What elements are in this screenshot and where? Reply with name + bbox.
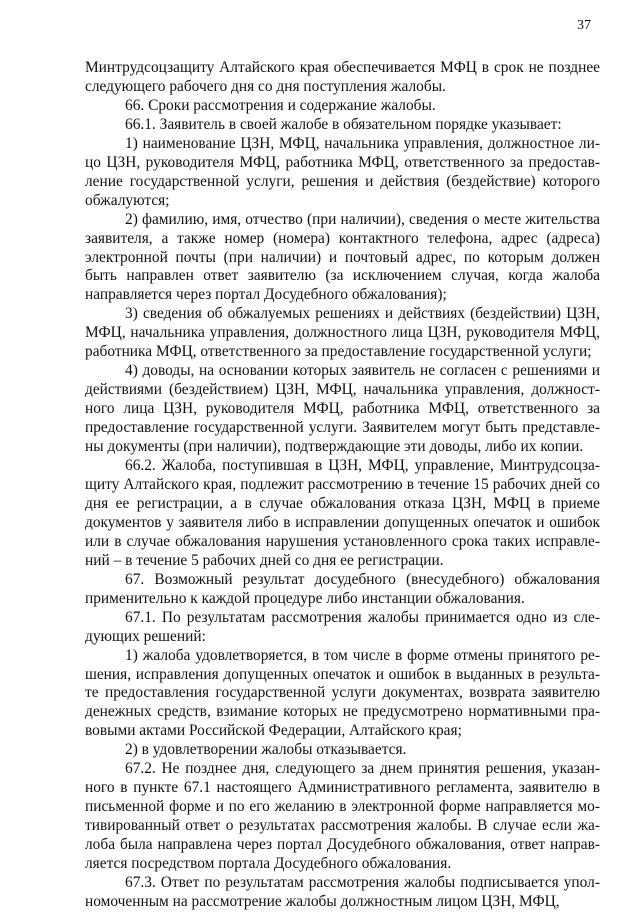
list-item-1: 1) наименование ЦЗН, МФЦ, начальника управления, должностное лицо ЦЗН, руководителя МФЦ, работника МФЦ, ответственного за предоставление государственной услуги, решения и действия (бездействие) которого обжалуются;: [85, 134, 600, 209]
paragraph-continuation: Минтрудсоцзащиту Алтайского края обеспечивается МФЦ в срок не позднее следующего рабочего дня со дня поступления жалобы.: [85, 59, 600, 95]
paragraph-67-1: 67.1. По результатам рассмотрения жалобы принимается одно из следующих решений:: [85, 608, 600, 645]
paragraph-67-2: 67.2. Не позднее дня, следующего за днем принятия решения, указанного в пункте 67.1 настоящего Административного регламента, заявителю в письменной форме и по его желанию в электронной форме направляется мотивированный ответ о результатах рассмотрения жалобы. В случае если жалоба была направлена через портал Досудебного обжалования, ответ направляется посредством портала Досудебного обжалования.: [85, 760, 600, 873]
decision-item-1: 1) жалоба удовлетворяется, в том числе в форме отмены принятого решения, исправления допущенных опечаток и ошибок в выданных в результате предоставления государственной услуги документах, возврата заявителю денежных средств, взимание которых не предусмотрено нормативными правовыми актами Российской Федерации, Алтайского края;: [85, 646, 600, 740]
section-heading-67: 67. Возможный результат досудебного (внесудебного) обжалования применительно к каждой процедуре либо инстанции обжалования.: [85, 570, 600, 607]
decision-item-2: 2) в удовлетворении жалобы отказывается.: [125, 741, 407, 759]
section-heading-66: 66. Сроки рассмотрения и содержание жалобы.: [125, 96, 436, 114]
list-item-3: 3) сведения об обжалуемых решениях и действиях (бездействии) ЦЗН, МФЦ, начальника управления, должностного лица ЦЗН, руководителя МФЦ, работника МФЦ, ответственного за предоставление государственной услуги;: [85, 305, 600, 361]
document-body: [85, 59, 600, 912]
paragraph-66-2: 66.2. Жалоба, поступившая в ЦЗН, МФЦ, управление, Минтрудсоцзащиту Алтайского края, подлежит рассмотрению в течение 15 рабочих дней со дня ее регистрации, а в случае обжалования отказа ЦЗН, МФЦ в приеме документов у заявителя либо в исправлении допущенных опечаток и ошибок или в случае обжалования нарушения установленного срока таких исправлений – в течение 5 рабочих дней со дня ее регистрации.: [85, 457, 600, 569]
paragraph-66-1: 66.1. Заявитель в своей жалобе в обязательном порядке указывает:: [125, 115, 562, 133]
paragraph-67-3: 67.3. Ответ по результатам рассмотрения жалобы подписывается уполномоченным на рассмотрение жалобы должностным лицом ЦЗН, МФЦ,: [85, 873, 600, 910]
page-number: 37: [577, 18, 591, 33]
list-item-4: 4) доводы, на основании которых заявитель не согласен с решениями и действиями (бездействием) ЦЗН, МФЦ, начальника управления, должностного лица ЦЗН, руководителя МФЦ, работника МФЦ, ответственного за предоставление государственной услуги. Заявителем могут быть представлены документы (при наличии), подтверждающие эти доводы, либо их копии.: [85, 362, 600, 456]
list-item-2: 2) фамилию, имя, отчество (при наличии), сведения о месте жительства заявителя, а также номер (номера) контактного телефона, адрес (адреса) электронной почты (при наличии) и почтовый адрес, по которым должен быть направлен ответ заявителю (за исключением случая, когда жалоба направляется через портал Досудебного обжалования);: [85, 210, 600, 304]
